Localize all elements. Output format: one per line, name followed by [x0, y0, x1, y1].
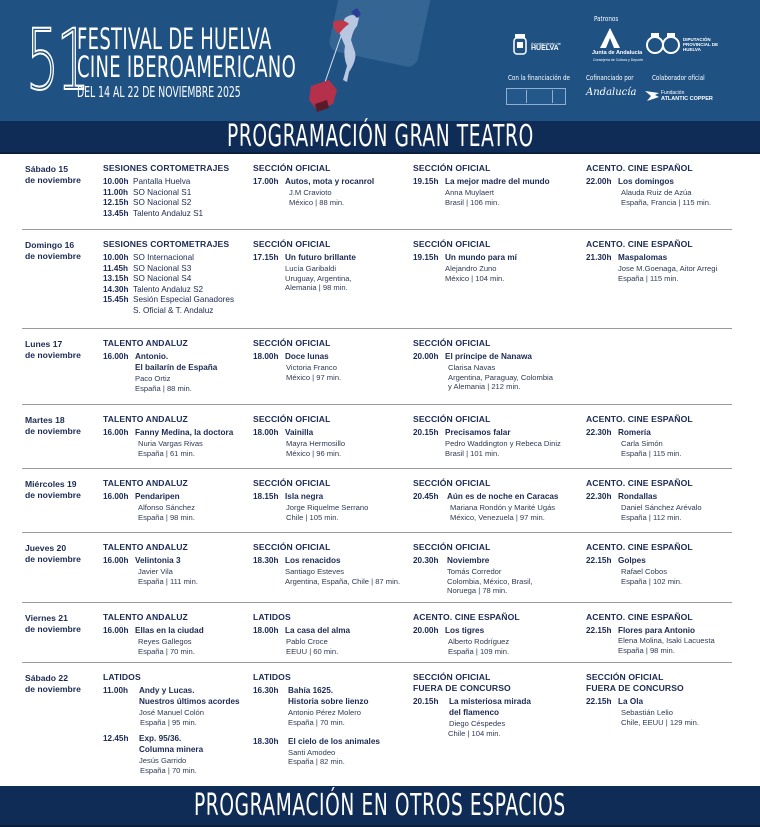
screening-entry [103, 492, 195, 522]
banner-title: PROGRAMACIÓN GRAN TEATRO [226, 119, 534, 154]
session-column [253, 478, 368, 522]
cofinanciado-label: Cofinanciado por [586, 74, 634, 82]
session-column [586, 163, 711, 207]
film-info: España | 70 min. [138, 646, 195, 656]
screening-entry [103, 686, 240, 728]
film-title: Romería [618, 428, 651, 437]
screening-time: 22.15h [586, 697, 612, 706]
film-title: Pendaripen [135, 492, 180, 501]
screening-entry [413, 253, 517, 283]
screening-time: 12.45h [103, 733, 129, 743]
section-heading: SECCIÓN OFICIAL [253, 414, 331, 424]
screening-time: 22.30h [586, 492, 612, 501]
film-title: Vainilla [285, 428, 314, 437]
film-director: Santiago Esteves [285, 567, 345, 577]
film-title: Exp. 95/36. [139, 733, 182, 743]
section-heading: SECCIÓN OFICIAL [253, 239, 331, 249]
session-column [413, 163, 550, 207]
film-title-cont: Columna minera [139, 744, 204, 754]
screening-time: 22.30h [586, 428, 612, 437]
list-item: 13.45h Talento Andaluz S1 [103, 208, 204, 218]
screening-time: 18.15h [253, 492, 279, 501]
film-info: Chile, EEUU | 129 min. [621, 717, 699, 727]
film-info: Chile | 105 min. [286, 512, 339, 522]
film-director: Anna Muylaert [445, 188, 494, 198]
section-banner-gran-teatro [0, 121, 760, 154]
screening-time: 17.15h [253, 253, 279, 262]
film-info: Brasil | 106 min. [445, 197, 500, 207]
session-column [586, 542, 693, 586]
film-title: Andy y Lucas. [139, 686, 195, 695]
banner-title: PROGRAMACIÓN EN OTROS ESPACIOS [194, 788, 566, 823]
section-heading: SECCIÓN OFICIAL [253, 478, 331, 488]
film-title: Maspalomas [618, 253, 668, 262]
film-info: España | 70 min. [288, 718, 345, 727]
day-row-domingo-16 [22, 230, 732, 329]
section-heading: SESIONES CORTOMETRAJES [103, 239, 230, 249]
screening-time: 18.30h [253, 736, 279, 746]
screening-entry [413, 177, 550, 207]
list-item: 10.00h SO Internacional [103, 253, 194, 262]
film-director: Alejandro Zuno [445, 264, 497, 274]
film-info: Colombia, México, Brasil, [447, 576, 533, 586]
film-info: México | 97 min. [286, 372, 342, 382]
list-item: 15.45h Sesión Especial Ganadores [103, 295, 235, 304]
screening-entry [103, 428, 233, 458]
film-director: Jesús Garrido [139, 756, 187, 765]
screening-entry [253, 253, 356, 293]
film-info: España | 109 min. [448, 646, 510, 656]
film-info: España, Francia | 115 min. [621, 197, 712, 207]
shorts-list [103, 253, 234, 316]
film-info: España | 102 min. [621, 576, 683, 586]
film-title: La mejor madre del mundo [445, 177, 550, 186]
colaborador-label: Colaborador oficial [652, 74, 705, 82]
section-heading: ACENTO. CINE ESPAÑOL [586, 239, 693, 249]
screening-time: 16.00h [103, 428, 129, 437]
screening-time: 17.00h [253, 177, 279, 186]
film-info: España | 111 min. [138, 576, 198, 586]
screening-time: 18.30h [253, 556, 279, 565]
film-director: Diego Céspedes [449, 719, 506, 729]
section-heading: SECCIÓN OFICIAL [413, 163, 491, 173]
film-info: México | 104 min. [445, 273, 505, 283]
screening-time: 16.00h [103, 352, 129, 361]
film-director: Alauda Ruiz de Azúa [621, 188, 692, 198]
film-title: Flores para Antonio [618, 626, 696, 635]
screening-entry [103, 556, 198, 586]
film-director: Victoria Franco [286, 363, 337, 373]
huelva-crest-icon [512, 32, 528, 56]
film-title: El cielo de los animales [288, 736, 380, 746]
film-title: El príncipe de Nanawa [445, 352, 532, 361]
section-heading: SECCIÓN OFICIAL [253, 338, 331, 348]
section-heading: SECCIÓN OFICIAL [253, 163, 331, 173]
film-director: J.M Cravioto [289, 188, 332, 198]
screening-entry [586, 697, 699, 727]
film-info: México, Venezuela | 97 min. [450, 512, 545, 522]
film-title: Precisamos falar [445, 428, 511, 437]
session-column [103, 478, 195, 522]
film-director: Alberto Rodríguez [448, 637, 510, 647]
festival-header [0, 0, 760, 121]
film-director: Mayra Hermosillo [286, 439, 346, 449]
film-title: Aún es de noche en Caracas [447, 492, 559, 501]
section-heading: TALENTO ANDALUZ [103, 542, 188, 552]
screening-time: 22.00h [586, 177, 612, 186]
film-info: España | 98 min. [618, 645, 675, 655]
day-label: Lunes 17 de noviembre [25, 339, 81, 360]
screening-entry [253, 686, 380, 728]
session-column [253, 163, 374, 207]
film-info: México | 88 min. [289, 197, 345, 207]
film-director: Jorge Riquelme Serrano [286, 503, 369, 513]
film-info: Uruguay, Argentina, [285, 273, 352, 283]
film-info: Chile | 104 min. [448, 729, 501, 738]
session-column [586, 672, 699, 727]
screening-entry [413, 626, 520, 656]
financiacion-label: Con la financiación de [508, 74, 570, 82]
film-title: Noviembre [447, 556, 490, 565]
day-row-martes-18 [22, 405, 732, 469]
day-row-miercoles-19 [22, 469, 732, 533]
section-subheading: FUERA DE CONCURSO [413, 683, 511, 693]
day-row-sabado-15 [22, 154, 732, 230]
film-info: España | 115 min. [621, 448, 682, 458]
session-column [253, 338, 341, 382]
sponsors-block: Patronos Ayuntamiento de HUELVA Junta de Andalucía Consejería de Cultura y Deporte DIPUTACIÓN PROVINCIAL DE HUELVA Con la financiación de Cofinanciado por Colaborador oficial Andalucía Fundación ATLANTIC COPPER [500, 10, 740, 110]
list-item: 11.45h SO Nacional S3 [103, 263, 192, 273]
screening-entry [586, 492, 702, 522]
film-info: España | 95 min. [140, 718, 197, 727]
film-title: La casa del alma [285, 626, 351, 635]
session-column [253, 239, 356, 293]
film-info: Argentina, España, Chile | 87 min. [285, 576, 401, 586]
film-info: México | 96 min. [286, 448, 342, 458]
session-column [103, 338, 217, 394]
film-director: Alfonso Sánchez [138, 503, 195, 513]
section-heading: LATIDOS [103, 672, 141, 682]
film-director: Carla Simón [621, 439, 663, 449]
screening-time: 20.15h [413, 697, 439, 706]
film-director: Paco Ortiz [135, 374, 171, 384]
film-title: Autos, mota y rocanrol [285, 177, 375, 186]
screening-time: 19.15h [413, 177, 439, 186]
film-info: Brasil | 101 min. [445, 448, 500, 458]
screening-time: 20.45h [413, 492, 439, 501]
film-director: Pablo Croce [286, 637, 328, 647]
session-column [413, 672, 531, 739]
edition-number: 51 [26, 11, 88, 109]
film-director: Javier Vila [138, 567, 173, 577]
screening-entry [413, 556, 533, 596]
screening-entry [103, 734, 240, 776]
day-label: Martes 18 de noviembre [25, 415, 81, 436]
film-director: Mariana Rondón y Marité Ugás [450, 503, 556, 513]
session-column [413, 542, 533, 596]
film-title: La Ola [618, 697, 644, 706]
film-title-cont: Nuestros últimos acordes [139, 697, 240, 707]
session-column [413, 612, 520, 656]
session-column [586, 478, 702, 522]
session-column [253, 612, 350, 656]
session-column [413, 239, 517, 283]
film-title: La misteriosa mirada [449, 697, 531, 706]
session-column [103, 672, 240, 775]
section-heading: ACENTO. CINE ESPAÑOL [586, 478, 693, 488]
session-column [586, 612, 715, 655]
screening-time: 22.15h [586, 626, 612, 635]
screening-entry [413, 352, 553, 392]
screening-entry [253, 177, 374, 207]
session-column [103, 239, 234, 316]
film-info: España | 61 min. [138, 448, 195, 458]
screening-time: 20.00h [413, 352, 439, 361]
section-banner-otros-espacios [0, 786, 760, 827]
atlantic-copper-icon [645, 91, 659, 101]
day-label: Jueves 20 de noviembre [25, 543, 81, 564]
film-title: Los tigres [445, 626, 485, 635]
screening-time: 22.15h [586, 556, 612, 565]
day-row-sabado-22 [22, 663, 732, 786]
section-heading: SECCIÓN OFICIAL [413, 672, 491, 682]
festival-title [77, 22, 297, 84]
screening-entry [253, 428, 345, 458]
junta-andalucia-a-icon [600, 28, 620, 48]
screening-entry [103, 352, 217, 394]
film-director: Lucía Garibaldi [285, 264, 337, 274]
screening-entry [586, 626, 715, 655]
film-director: Nuria Vargas Rivas [138, 439, 203, 449]
film-director: Daniel Sánchez Arévalo [621, 503, 702, 513]
film-title: Rondallas [618, 492, 658, 501]
screening-entry [586, 428, 693, 458]
day-row-viernes-21 [22, 603, 732, 663]
film-title: Un mundo para mí [445, 253, 517, 262]
session-column [253, 542, 400, 586]
shorts-list [103, 177, 229, 219]
screening-time: 20.30h [413, 556, 439, 565]
screening-entry [103, 626, 204, 656]
screening-time: 20.15h [413, 428, 439, 437]
film-title: Isla negra [285, 492, 324, 501]
film-info: EEUU | 60 min. [286, 646, 339, 656]
screening-time: 16.30h [253, 686, 279, 695]
section-heading: LATIDOS [253, 672, 291, 682]
film-director: Sebastián Lelio [621, 708, 673, 718]
day-row-jueves-20 [22, 533, 732, 603]
session-column [586, 414, 693, 458]
section-heading: ACENTO. CINE ESPAÑOL [586, 414, 693, 424]
flying-woman-cinema-seat-illustration [305, 8, 375, 118]
screening-time: 16.00h [103, 626, 129, 635]
screening-entry [586, 556, 693, 586]
session-column [413, 414, 561, 458]
film-title-cont: El bailarín de España [135, 363, 218, 373]
film-title: Golpes [618, 556, 646, 565]
section-heading: ACENTO. CINE ESPAÑOL [586, 542, 693, 552]
film-info: España | 70 min. [140, 765, 197, 775]
screening-time: 18.00h [253, 626, 279, 635]
film-director: Antonio Pérez Molero [288, 708, 362, 718]
film-director: Santi Amodeo [288, 747, 336, 757]
session-column [103, 612, 204, 656]
list-item: 10.00h Pantalla Huelva [103, 177, 191, 186]
section-heading: ACENTO. CINE ESPAÑOL [586, 163, 693, 173]
screening-entry [253, 737, 380, 767]
film-title: Los renacidos [285, 556, 341, 565]
film-info: España | 82 min. [288, 757, 345, 767]
screening-entry [413, 428, 561, 458]
session-column [586, 239, 717, 283]
section-heading: SECCIÓN OFICIAL [413, 239, 491, 249]
screening-time: 16.00h [103, 492, 129, 501]
section-subheading: FUERA DE CONCURSO [586, 683, 684, 693]
film-info: Argentina, Paraguay, Colombia [448, 372, 553, 382]
session-column [413, 338, 553, 392]
section-heading: TALENTO ANDALUZ [103, 414, 188, 424]
screening-entry [413, 492, 558, 522]
screening-time: 11.00h [103, 686, 129, 695]
screening-entry [253, 352, 341, 382]
film-director: Rafael Cobos [621, 567, 668, 577]
screening-entry [586, 177, 711, 207]
film-director: Tomás Corredor [447, 567, 502, 577]
section-heading: TALENTO ANDALUZ [103, 612, 188, 622]
patronos-label: Patronos [594, 15, 619, 23]
section-heading: SECCIÓN OFICIAL [586, 672, 664, 682]
list-item: S. Oficial & T. Andaluz [133, 305, 214, 315]
diputacion-crest-icon [646, 32, 680, 54]
list-item: 11.00h SO Nacional S1 [103, 187, 192, 197]
festival-title-line2: CINE IBEROAMERICANO [77, 50, 297, 84]
screening-entry [253, 556, 400, 586]
film-director: Pedro Waddington y Rebeca Diniz [445, 439, 561, 449]
day-label: Miércoles 19 de noviembre [25, 479, 81, 500]
film-director: Clarisa Navas [448, 363, 496, 373]
session-column [103, 414, 233, 458]
screening-time: 18.00h [253, 352, 279, 361]
day-label: Viernes 21 de noviembre [25, 613, 81, 634]
section-heading: SECCIÓN OFICIAL [413, 478, 491, 488]
section-heading: ACENTO. CINE ESPAÑOL [586, 612, 693, 622]
screening-entry [413, 697, 531, 739]
day-label: Sábado 22 de noviembre [25, 673, 81, 694]
film-title: Doce lunas [285, 352, 329, 361]
film-director: Jose M.Goenaga, Aitor Arregi [618, 264, 718, 274]
film-info: España | 115 min. [618, 273, 679, 283]
festival-dates: DEL 14 AL 22 DE NOVIEMBRE 2025 [77, 83, 241, 101]
film-title: Un futuro brillante [285, 253, 356, 262]
film-director: Reyes Gallegos [138, 637, 192, 647]
section-heading: TALENTO ANDALUZ [103, 338, 188, 348]
section-heading: SECCIÓN OFICIAL [413, 542, 491, 552]
list-item: 13.15h SO Nacional S4 [103, 274, 192, 283]
festival-title-line1: FESTIVAL DE HUELVA [77, 22, 272, 56]
session-column [103, 163, 229, 219]
list-item: 14.30h Talento Andaluz S2 [103, 284, 204, 294]
section-heading: SECCIÓN OFICIAL [413, 338, 491, 348]
day-label: Sábado 15 de noviembre [25, 164, 81, 185]
screening-entry [253, 626, 350, 656]
film-info-cont: Alemania | 98 min. [285, 283, 348, 293]
film-title-cont: del flamenco [449, 708, 500, 718]
day-label: Domingo 16 de noviembre [25, 240, 81, 261]
film-info-cont: y Alemania | 212 min. [448, 382, 521, 392]
section-heading: SECCIÓN OFICIAL [413, 414, 491, 424]
list-item: 12.15h SO Nacional S2 [103, 198, 192, 207]
session-column [103, 542, 198, 586]
screening-time: 18.00h [253, 428, 279, 437]
film-info-cont: Noruega | 78 min. [447, 586, 508, 596]
film-info: España | 88 min. [135, 384, 192, 393]
film-title-cont: Historia sobre lienzo [288, 697, 369, 707]
film-director: Elena Molina, Isaki Lacuesta [618, 636, 715, 646]
section-heading: TALENTO ANDALUZ [103, 478, 188, 488]
day-row-lunes-17 [22, 329, 732, 405]
section-heading: SESIONES CORTOMETRAJES [103, 163, 230, 173]
session-column [413, 478, 558, 522]
screening-entry [586, 253, 717, 283]
film-info: España | 98 min. [138, 512, 195, 522]
film-title: Bahía 1625. [288, 686, 334, 695]
section-heading: SECCIÓN OFICIAL [253, 542, 331, 552]
film-title: Ellas en la ciudad [135, 626, 204, 635]
logo-andalucia: Andalucía [586, 87, 637, 98]
film-title: Antonio. [135, 352, 169, 361]
screening-entry [253, 492, 368, 522]
section-heading: ACENTO. CINE ESPAÑOL [413, 612, 520, 622]
film-title: Fanny Medina, la doctora [135, 428, 234, 437]
screening-time: 21.30h [586, 253, 612, 262]
film-title: Los domingos [618, 177, 674, 186]
screening-time: 20.00h [413, 626, 439, 635]
section-heading: LATIDOS [253, 612, 291, 622]
screening-time: 19.15h [413, 253, 439, 262]
session-column [253, 414, 345, 458]
film-title: Velintonia 3 [135, 556, 181, 565]
film-info: España | 112 min. [621, 512, 682, 522]
screening-time: 16.00h [103, 556, 129, 565]
session-column [253, 672, 380, 767]
film-director: José Manuel Colón [139, 708, 205, 718]
